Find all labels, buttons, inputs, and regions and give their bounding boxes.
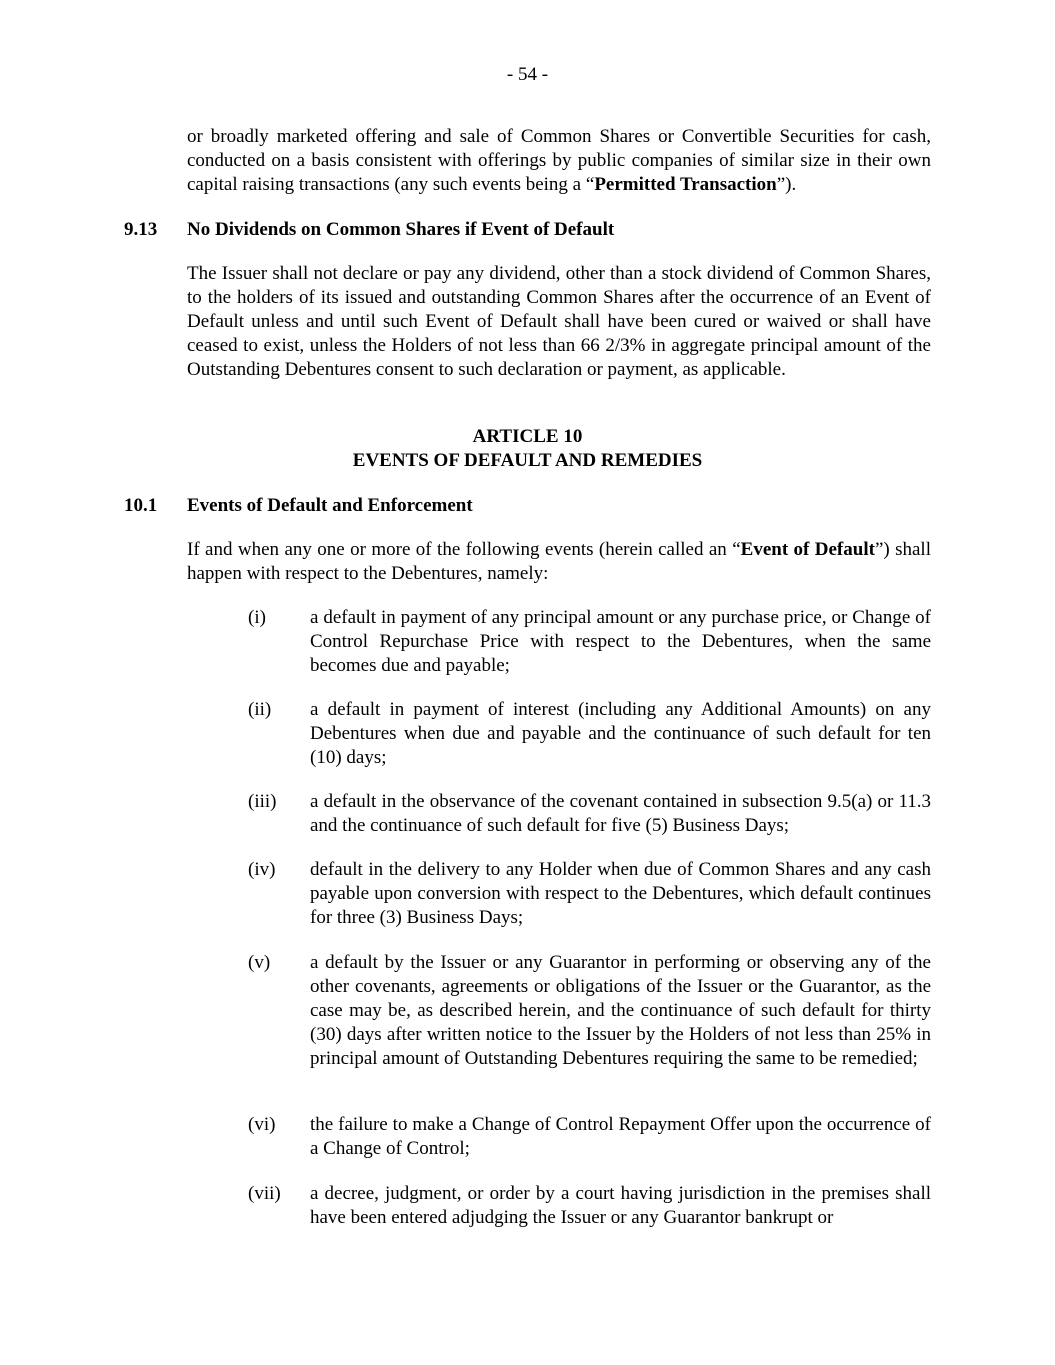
list-item: [248, 951, 931, 1071]
list-item-marker: (vii): [248, 1183, 281, 1204]
list-item-text: default in the delivery to any Holder when due of Common Shares and any cash payable upon conversion with respect to the Debentures, which default continues for three (3) Business Days;: [310, 859, 931, 928]
section-number: 9.13: [124, 219, 158, 240]
section-heading-9-13: [124, 218, 944, 242]
continued-paragraph-text: or broadly marketed offering and sale of Common Shares or Convertible Securities for cash, conducted on a basis consistent with offerings by public companies of similar size in their own capital raising transactions (any such events being a “: [187, 126, 931, 195]
section-10-1-intro: [187, 538, 931, 586]
section-number: 10.1: [124, 495, 158, 516]
list-item-text: the failure to make a Change of Control Repayment Offer upon the occurrence of a Change of Control;: [310, 1114, 931, 1159]
list-item: [248, 606, 931, 678]
article-number: ARTICLE 10: [472, 426, 583, 447]
list-item-text: a default in payment of any principal amount or any purchase price, or Change of Control Repurchase Price with respect to the Debentures, when the same becomes due and payable;: [310, 607, 931, 676]
section-heading-10-1: [124, 494, 944, 518]
section-title: No Dividends on Common Shares if Event of Default: [187, 219, 615, 240]
section-9-13-body: The Issuer shall not declare or pay any dividend, other than a stock dividend of Common Shares, to the holders of its issued and outstanding Common Shares after the occurrence of an Event of Default unless and until such Event of Default shall have been cured or waived or shall have ceased to exist, unless the Holders of not less than 66 2/3% in aggregate principal amount of the Outstanding Debentures consent to such declaration or payment, as applicable.: [187, 263, 931, 380]
defined-term-permitted-transaction: Permitted Transaction: [594, 174, 777, 195]
section-title: Events of Default and Enforcement: [187, 495, 473, 516]
list-item-text: a default in payment of interest (including any Additional Amounts) on any Debentures when due and payable and the continuance of such default for ten (10) days;: [310, 699, 931, 768]
list-item: [248, 790, 931, 838]
article-title: EVENTS OF DEFAULT AND REMEDIES: [352, 450, 703, 471]
continued-paragraph: [187, 125, 931, 197]
intro-text-end: ”) shall happen with respect to the Debentures, namely:: [187, 539, 931, 584]
intro-text: If and when any one or more of the following events (herein called an “: [187, 539, 741, 560]
list-item: [248, 1182, 931, 1230]
list-item: [248, 698, 931, 770]
list-item-text: a default by the Issuer or any Guarantor in performing or observing any of the other covenants, agreements or obligations of the Issuer or the Guarantor, as the case may be, as described herein, and the continuance of such default for thirty (30) days after written notice to the Issuer by the Holders of not less than 25% in principal amount of Outstanding Debentures requiring the same to be remedied;: [310, 952, 931, 1069]
list-item-marker: (v): [248, 952, 271, 973]
list-item-marker: (iii): [248, 791, 277, 812]
list-item-text: a default in the observance of the covenant contained in subsection 9.5(a) or 11.3 and the continuance of such default for five (5) Business Days;: [310, 791, 931, 836]
list-item-marker: (i): [248, 607, 266, 628]
list-item-marker: (iv): [248, 859, 276, 880]
article-heading: [0, 425, 1055, 473]
page-number: - 54 -: [506, 64, 549, 85]
defined-term-event-of-default: Event of Default: [740, 539, 875, 560]
list-item-marker: (ii): [248, 699, 272, 720]
list-item: [248, 858, 931, 930]
list-item-text: a decree, judgment, or order by a court having jurisdiction in the premises shall have been entered adjudging the Issuer or any Guarantor bankrupt or: [310, 1183, 931, 1228]
list-item: [248, 1113, 931, 1161]
list-item-marker: (vi): [248, 1114, 276, 1135]
continued-paragraph-end: ”).: [776, 174, 797, 195]
